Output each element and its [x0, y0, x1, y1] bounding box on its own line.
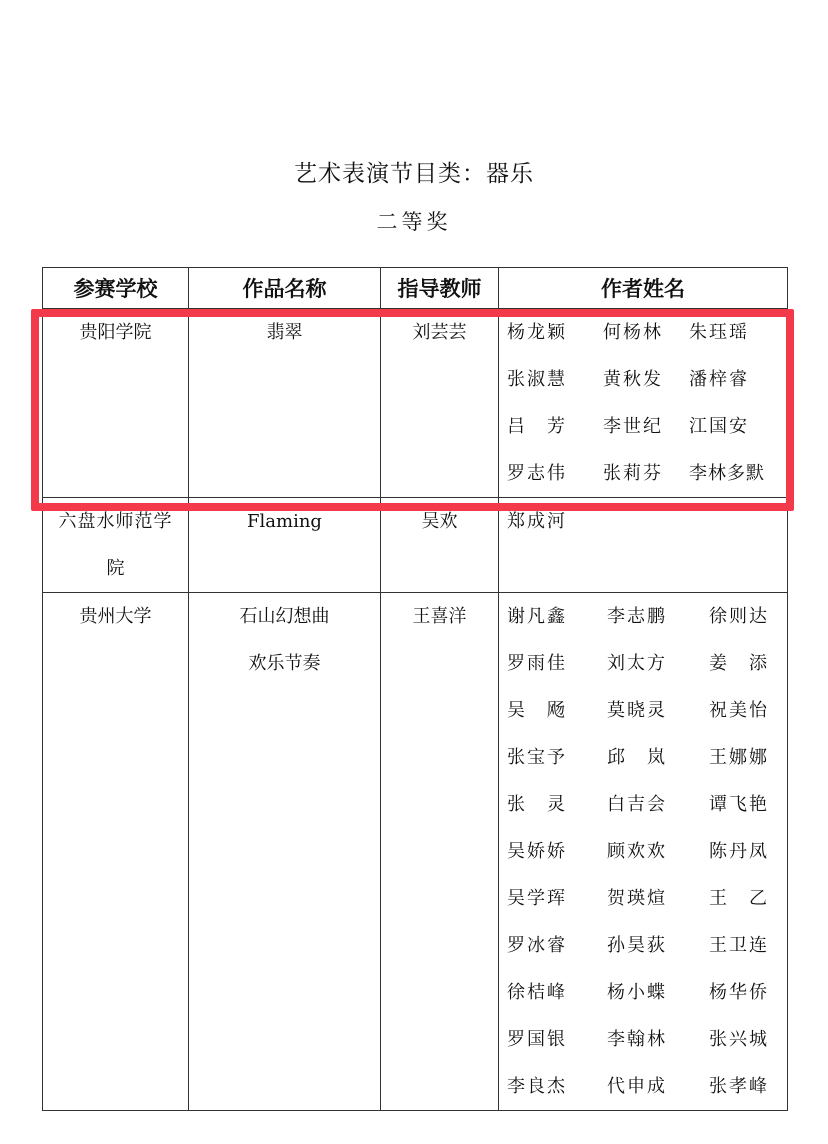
author-name: 江国安: [689, 416, 749, 437]
author-row: [499, 593, 787, 640]
author-name: 杨小蝶: [607, 982, 667, 1003]
author-name: 李良杰: [507, 1076, 567, 1097]
author-name: 吴 飏: [507, 700, 567, 721]
author-list: [499, 593, 787, 1110]
author-name: 罗冰睿: [507, 935, 567, 956]
table-row: [43, 498, 788, 593]
author-name: 王娜娜: [709, 747, 769, 768]
author-row: [499, 309, 787, 356]
school-name: 贵州大学: [79, 606, 152, 627]
author-name: 王 乙: [709, 888, 769, 909]
awards-table: [42, 267, 788, 1111]
author-name: 李林多默: [689, 463, 765, 484]
school-name-line: 六盘水师范学: [58, 511, 173, 532]
author-name: [603, 498, 689, 545]
author-name: 罗雨佳: [507, 653, 567, 674]
author-name: 陈丹凤: [709, 841, 769, 862]
school-name-line: 院: [106, 558, 125, 579]
author-name: 吴学珲: [507, 888, 567, 909]
header-authors: 作者姓名: [499, 268, 788, 309]
author-name: 杨龙颖: [507, 322, 567, 343]
authors-cell: [499, 593, 788, 1111]
author-name: 顾欢欢: [607, 841, 667, 862]
author-name: 罗国银: [507, 1029, 567, 1050]
author-row: [499, 875, 787, 922]
school-name: 贵阳学院: [79, 322, 152, 343]
header-work: 作品名称: [189, 268, 381, 309]
header-school: 参赛学校: [43, 268, 189, 309]
author-name: 李翰林: [607, 1029, 667, 1050]
author-name: 郑成河: [507, 511, 567, 532]
table-row: [43, 309, 788, 498]
author-name: 黄秋发: [603, 369, 663, 390]
author-name: 潘梓睿: [689, 369, 749, 390]
award-level: 二等奖: [376, 210, 452, 234]
author-name: 王卫连: [709, 935, 769, 956]
author-name: 刘太方: [607, 653, 667, 674]
author-name: 吴娇娇: [507, 841, 567, 862]
author-name: 何杨林: [603, 322, 663, 343]
author-name: 罗志伟: [507, 463, 567, 484]
author-name: 吕 芳: [507, 416, 567, 437]
work-title: 翡翠: [266, 322, 303, 343]
author-name: 张 灵: [507, 794, 567, 815]
author-name: 李志鹏: [607, 606, 667, 627]
author-name: [689, 498, 787, 545]
author-list: [499, 498, 787, 545]
author-row: [499, 781, 787, 828]
author-name: 代申成: [607, 1076, 667, 1097]
author-row: [499, 969, 787, 1016]
school-cell: [43, 498, 189, 593]
author-name: 张孝峰: [709, 1076, 769, 1097]
header-teacher: 指导教师: [381, 268, 499, 309]
work-cell: [189, 309, 381, 498]
author-name: 莫晓灵: [607, 700, 667, 721]
work-cell: [189, 498, 381, 593]
author-row: [499, 1016, 787, 1063]
work-title: Flaming: [247, 511, 322, 532]
author-name: 张宝予: [507, 747, 567, 768]
work-cell: [189, 593, 381, 1111]
author-name: 祝美怡: [709, 700, 769, 721]
authors-cell: [499, 498, 788, 593]
author-list: [499, 309, 787, 497]
author-name: 朱珏瑶: [689, 322, 749, 343]
author-row: [499, 403, 787, 450]
author-name: 姜 添: [709, 653, 769, 674]
authors-cell: [499, 309, 788, 498]
author-name: 张淑慧: [507, 369, 567, 390]
author-row: [499, 356, 787, 403]
author-name: 杨华侨: [709, 982, 769, 1003]
teacher-cell: [381, 498, 499, 593]
author-name: 徐则达: [709, 606, 769, 627]
school-cell: [43, 593, 189, 1111]
author-row: [499, 1063, 787, 1110]
author-name: 孙昊荻: [607, 935, 667, 956]
table-header-row: [43, 268, 788, 309]
teacher-name: 吴欢: [421, 511, 458, 532]
author-name: 谭飞艳: [709, 794, 769, 815]
author-name: 徐桔峰: [507, 982, 567, 1003]
author-name: 谢凡鑫: [507, 606, 567, 627]
table-row: [43, 593, 788, 1111]
author-name: 贺瑛煊: [607, 888, 667, 909]
author-row: [499, 640, 787, 687]
teacher-cell: [381, 593, 499, 1111]
document-title: 艺术表演节目类：器乐: [294, 161, 534, 187]
author-row: [499, 922, 787, 969]
teacher-cell: [381, 309, 499, 498]
teacher-name: 刘芸芸: [412, 322, 467, 343]
author-name: 白吉会: [607, 794, 667, 815]
work-title: 欢乐节奏: [248, 653, 321, 674]
author-name: 李世纪: [603, 416, 663, 437]
author-row: [499, 450, 787, 497]
author-name: 邱 岚: [607, 747, 667, 768]
school-cell: [43, 309, 189, 498]
author-row: [499, 734, 787, 781]
author-name: 张兴城: [709, 1029, 769, 1050]
author-row: [499, 828, 787, 875]
author-name: 张莉芬: [603, 463, 663, 484]
teacher-name: 王喜洋: [412, 606, 467, 627]
author-row: [499, 498, 787, 545]
work-title: 石山幻想曲: [239, 606, 330, 627]
author-row: [499, 687, 787, 734]
